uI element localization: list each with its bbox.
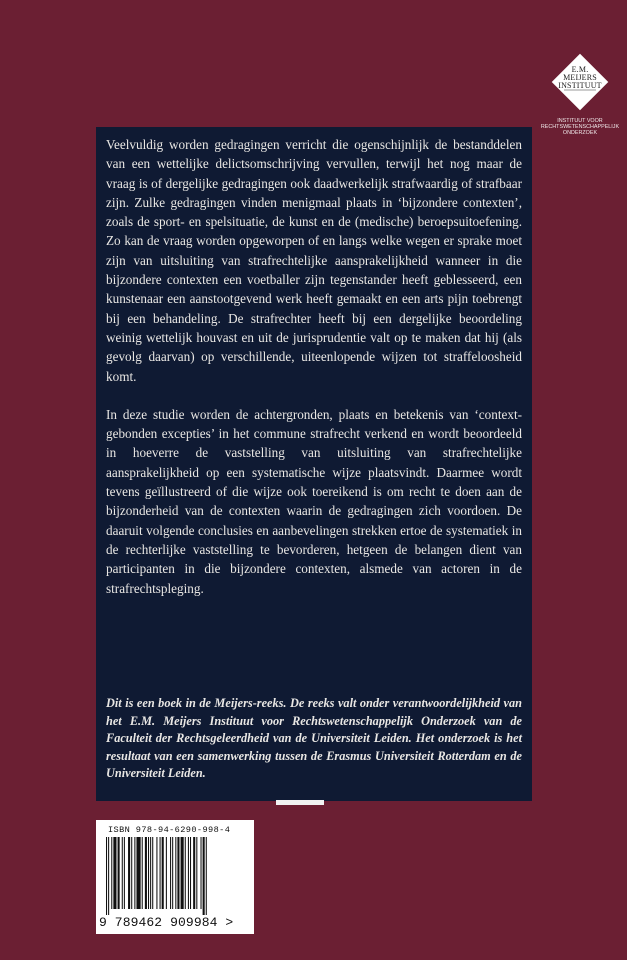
barcode-bars-icon bbox=[106, 837, 244, 915]
logo-subtitle bbox=[530, 118, 627, 137]
isbn-barcode bbox=[96, 820, 254, 934]
series-note: Dit is een boek in de Meijers-reeks. De reeks valt onder verantwoordelijkheid van het E.M. Meijers Instituut voor Rechtswetenschappelijk Onderzoek van de Faculteit der Rechtsgeleerdheid van de Universiteit Leiden. Het onderzoek is het resultaat van een samenwerking tussen de Erasmus Universiteit Rotterdam en de Universiteit Leiden. bbox=[106, 696, 522, 780]
logo-line-1: E.M. bbox=[571, 65, 589, 74]
blurb-paragraph-2: In deze studie worden de achtergronden, plaats en betekenis van ‘context-gebonden excepties’ in het commune strafrecht verkend en wordt beoordeeld in hoeverre de vaststelling van uitsluiting van strafrechtelijke aansprakelijkheid op een systematische wijze plaatsvindt. Daarmee wordt tevens geïllustreerd of die wijze ook toereikend is om recht te doen aan de bijzonderheid van de contexten waarin de gedragingen zich voordoen. De daaruit volgende conclusies en aanbevelingen strekken ertoe de systematiek in de rechterlijke vaststelling te bevorderen, hetgeen de belangen dient van participanten in die bijzondere contexten, alsmede van actoren in de strafrechtspleging. bbox=[106, 406, 522, 596]
logo-line-2: MEIJERS bbox=[563, 73, 597, 82]
logo-text bbox=[550, 66, 610, 90]
logo-sub-3: ONDERZOEK bbox=[562, 130, 598, 137]
logo-sub-2: RECHTSWETENSCHAPPELIJK bbox=[540, 124, 620, 131]
blurb-panel bbox=[96, 127, 532, 801]
white-divider-mark bbox=[276, 800, 324, 805]
blurb-paragraph-1: Veelvuldig worden gedragingen verricht die ogenschijnlijk de bestanddelen van een wettelijke delictsomschrijving vervullen, terwijl het nog maar de vraag is of dergelijke gedragingen ook daadwerkelijk strafwaardig of strafbaar zijn. Zulke gedragingen vinden menigmaal plaats in ‘bijzondere contexten’, zoals de sport- en spelsituatie, de kunst en de (medische) beroepsuitoefening. Zo kan de vraag worden opgeworpen of en langs welke wegen er sprake moet zijn van uitsluiting van strafrechtelijke aansprakelijkheid wanneer in die bijzondere contexten een voetballer zijn tegenstander heeft geblesseerd, een kunstenaar een aanstootgevend werk heeft gemaakt en een arts pijn toebrengt bij een behandeling. De strafrechter heeft bij een dergelijke beoordeling weinig wettelijk houvast en uit de jurisprudentie valt op te maken dat hij (als gevolg daarvan) op verschillende, uiteenlopende wijzen tot straffeloosheid komt. bbox=[106, 137, 522, 384]
barcode-digits: 9 789462 909984 > bbox=[99, 915, 234, 930]
isbn-label: ISBN 978-94-6290-998-4 bbox=[108, 825, 231, 835]
logo-sub-1: INSTITUUT VOOR bbox=[557, 118, 603, 124]
logo-line-3: INSTITUUT bbox=[558, 81, 602, 90]
meijers-logo bbox=[538, 52, 622, 142]
